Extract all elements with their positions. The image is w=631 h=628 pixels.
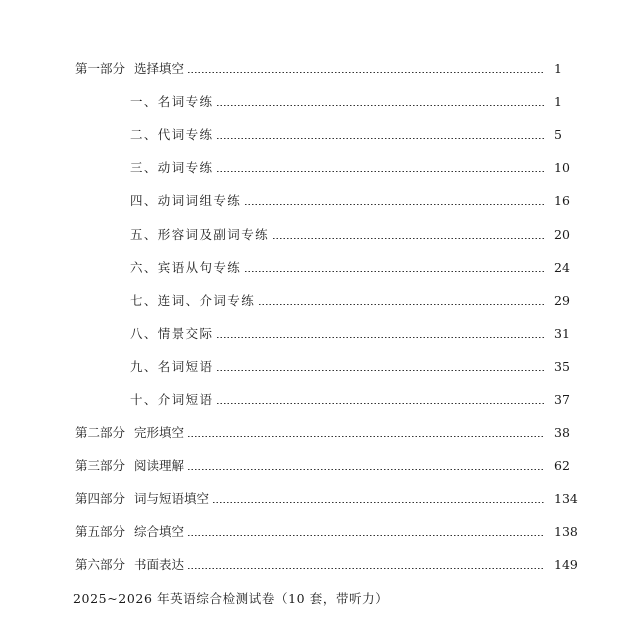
- toc-entry-section-4: [130, 192, 570, 210]
- toc-entry-part-6: [75, 556, 578, 574]
- toc-entry-title: 完形填空: [134, 425, 185, 440]
- toc-entry-section-5: [130, 226, 570, 244]
- dot-leader: [187, 469, 545, 470]
- toc-entry-title: 阅读理解: [134, 458, 185, 473]
- toc-page-number: 149: [554, 557, 578, 572]
- toc-entry-title: 八、情景交际: [130, 326, 214, 341]
- toc-page-number: 24: [554, 260, 570, 275]
- toc-entry-title: 词与短语填空: [134, 491, 210, 506]
- dot-leader: [216, 403, 545, 404]
- toc-page-number: 62: [554, 458, 570, 473]
- dot-leader: [216, 337, 545, 338]
- toc-entry-section-1: [130, 93, 562, 111]
- toc-entry-title: 九、名词短语: [130, 359, 214, 374]
- dot-leader: [272, 238, 545, 239]
- toc-entry-title: 六、宾语从句专练: [130, 260, 242, 275]
- toc-page-number: 16: [554, 193, 570, 208]
- toc-part-label: 第六部分: [75, 557, 126, 572]
- toc-entry-part-2: [75, 424, 570, 442]
- toc-page-number: 29: [554, 293, 570, 308]
- toc-page-number: 10: [554, 160, 570, 175]
- dot-leader: [216, 370, 545, 371]
- toc-part-label: 第二部分: [75, 425, 126, 440]
- dot-leader: [187, 436, 545, 437]
- toc-part-label: 第四部分: [75, 491, 126, 506]
- toc-page-number: 38: [554, 425, 570, 440]
- toc-page-number: 138: [554, 524, 578, 539]
- toc-entry-title: 选择填空: [134, 61, 185, 76]
- toc-page-number: 5: [554, 127, 562, 142]
- dot-leader: [244, 271, 545, 272]
- dot-leader: [187, 72, 545, 73]
- toc-entry-title: 书面表达: [134, 557, 185, 572]
- toc-entry-section-8: [130, 325, 570, 343]
- dot-leader: [187, 535, 545, 536]
- toc-page-number: 37: [554, 392, 570, 407]
- toc-entry-part-3: [75, 457, 570, 475]
- toc-part-label: 第三部分: [75, 458, 126, 473]
- toc-page-number: 1: [554, 94, 562, 109]
- appendix-title: 2025~2026 年英语综合检测试卷（10 套，带听力）: [73, 591, 389, 606]
- toc-entry-part-1: [75, 60, 562, 78]
- toc-entry-title: 十、介词短语: [130, 392, 214, 407]
- dot-leader: [212, 502, 545, 503]
- toc-entry-part-4: [75, 490, 578, 508]
- toc-entry-title: 一、名词专练: [130, 94, 214, 109]
- toc-entry-section-3: [130, 159, 570, 177]
- toc-page-number: 134: [554, 491, 578, 506]
- toc-page-number: 20: [554, 227, 570, 242]
- dot-leader: [187, 568, 545, 569]
- toc-entry-title: 四、动词词组专练: [130, 193, 242, 208]
- toc-entry-title: 综合填空: [134, 524, 185, 539]
- toc-entry-section-9: [130, 358, 570, 376]
- toc-entry-section-10: [130, 391, 570, 409]
- dot-leader: [258, 304, 545, 305]
- dot-leader: [216, 171, 545, 172]
- toc-entry-title: 五、形容词及副词专练: [130, 227, 270, 242]
- toc-entry-section-2: [130, 126, 562, 144]
- toc-part-label: 第五部分: [75, 524, 126, 539]
- toc-page-number: 1: [554, 61, 562, 76]
- toc-entry-part-5: [75, 523, 578, 541]
- dot-leader: [216, 138, 545, 139]
- toc-entry-title: 三、动词专练: [130, 160, 214, 175]
- toc-page-number: 35: [554, 359, 570, 374]
- toc-page-number: 31: [554, 326, 570, 341]
- dot-leader: [216, 105, 545, 106]
- dot-leader: [244, 204, 545, 205]
- toc-entry-title: 七、连词、介词专练: [130, 293, 256, 308]
- toc-part-label: 第一部分: [75, 61, 126, 76]
- toc-entry-title: 二、代词专练: [130, 127, 214, 142]
- toc-entry-section-7: [130, 292, 570, 310]
- toc-entry-section-6: [130, 259, 570, 277]
